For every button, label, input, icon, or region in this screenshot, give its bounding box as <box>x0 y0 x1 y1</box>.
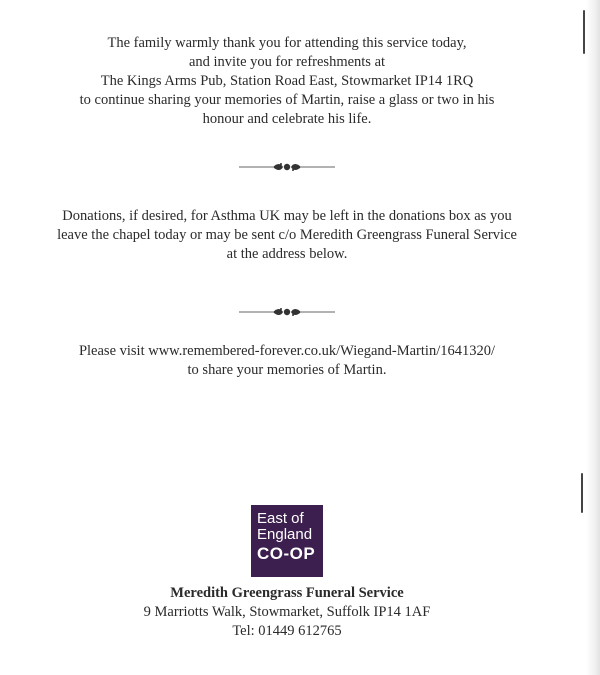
donations-paragraph <box>0 207 574 264</box>
thanks-line: The family warmly thank you for attending this service today, <box>107 35 467 51</box>
funeral-service-phone: Tel: 01449 612765 <box>232 623 342 639</box>
page-edge <box>586 0 600 675</box>
donations-line: at the address below. <box>226 246 348 262</box>
logo-line: England <box>257 526 313 543</box>
thanks-line: The Kings Arms Pub, Station Road East, Stowmarket IP14 1RQ <box>100 73 474 89</box>
funeral-service-name: Meredith Greengrass Funeral Service <box>170 585 404 601</box>
thanks-line: to continue sharing your memories of Martin, raise a glass or two in his <box>79 92 495 108</box>
page-edge-mark-top <box>583 10 585 54</box>
donations-line: leave the chapel today or may be sent c/o Meredith Greengrass Funeral Service <box>57 227 517 243</box>
thanks-paragraph <box>0 34 574 129</box>
flourish-divider-2 <box>237 305 337 319</box>
coop-logo <box>251 505 323 577</box>
footer <box>0 584 574 641</box>
memories-line: to share your memories of Martin. <box>187 362 387 378</box>
thanks-line: honour and celebrate his life. <box>202 111 372 127</box>
donations-line: Donations, if desired, for Asthma UK may be left in the donations box as you <box>62 208 512 224</box>
memories-paragraph <box>0 342 574 380</box>
logo-line: East of <box>257 510 304 527</box>
memories-line: Please visit www.remembered-forever.co.uk/Wiegand-Martin/1641320/ <box>78 343 496 359</box>
page-edge-mark-bottom <box>581 473 583 513</box>
flourish-divider-1 <box>237 160 337 174</box>
thanks-line: and invite you for refreshments at <box>188 54 386 70</box>
logo-line: CO-OP <box>257 544 316 563</box>
funeral-service-address: 9 Marriotts Walk, Stowmarket, Suffolk IP14 1AF <box>143 604 431 620</box>
